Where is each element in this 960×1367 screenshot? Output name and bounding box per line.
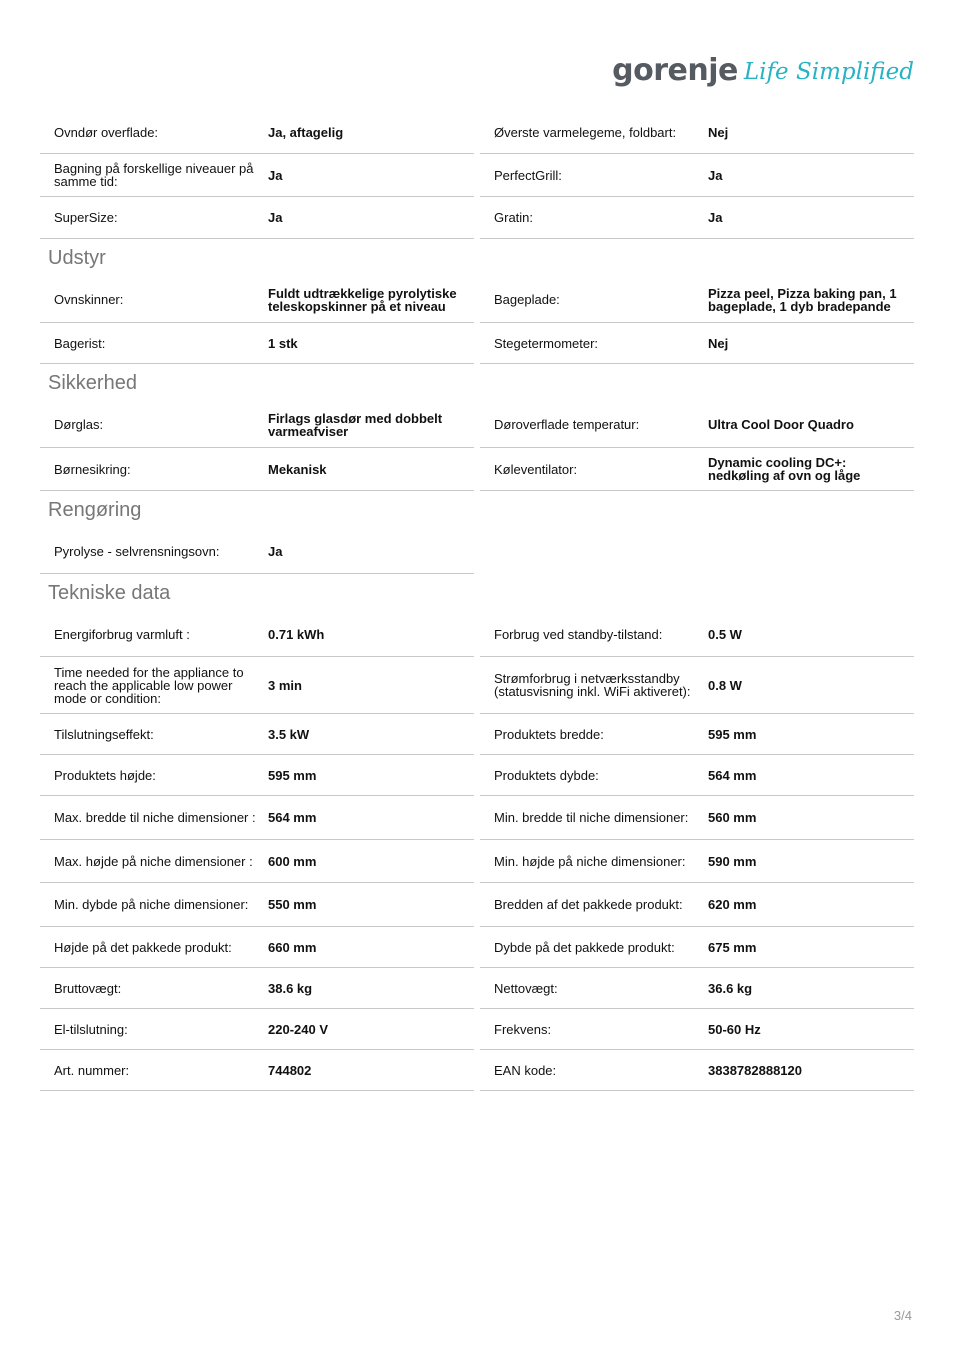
spec-row: [40, 883, 474, 927]
spec-label: Dybde på det pakkede produkt:: [494, 939, 675, 955]
spec-label: El-tilslutning:: [54, 1021, 128, 1037]
spec-row: [480, 657, 914, 714]
spec-row: [40, 657, 474, 714]
spec-label: Max. bredde til niche dimensioner :: [54, 810, 256, 825]
spec-value: 1 stk: [268, 335, 298, 351]
spec-value: 564 mm: [268, 810, 317, 825]
spec-row: [480, 612, 914, 657]
spec-row: [40, 197, 474, 239]
spec-section: [40, 574, 914, 1091]
spec-label: Bagerist:: [54, 335, 106, 351]
spec-row: [480, 154, 914, 197]
spec-label: Køleventilator:: [494, 461, 578, 477]
spec-rows: [40, 529, 914, 574]
spec-row: [40, 112, 474, 154]
spec-row: [480, 1009, 914, 1050]
spec-label: Gratin:: [494, 210, 534, 225]
spec-row: [40, 277, 474, 323]
spec-label: Bagning på forskellige niveauer på samme tid:: [54, 161, 254, 189]
spec-value: Ja: [708, 210, 723, 225]
page-number: 3/4: [893, 1308, 912, 1323]
spec-label: SuperSize:: [54, 210, 118, 225]
spec-row: [40, 755, 474, 796]
spec-label: EAN kode:: [494, 1062, 557, 1078]
spec-label: Energiforbrug varmluft :: [54, 626, 190, 642]
spec-label: Min. højde på niche dimensioner:: [494, 853, 686, 869]
spec-row: [40, 1050, 474, 1091]
spec-row: [40, 840, 474, 883]
spec-value: 3.5 kW: [268, 726, 310, 742]
spec-value: 675 mm: [708, 939, 757, 955]
spec-value: Nej: [708, 335, 729, 351]
spec-label: Bageplade:: [494, 292, 560, 307]
spec-row: [480, 796, 914, 840]
spec-label: Stegetermometer:: [494, 335, 599, 351]
section-title: Tekniske data: [48, 582, 171, 604]
spec-label: Døroverflade temperatur:: [494, 417, 640, 432]
spec-rows: [40, 402, 914, 491]
spec-row: [480, 883, 914, 927]
spec-row: [480, 323, 914, 364]
spec-label: Tilslutningseffekt:: [54, 726, 154, 742]
spec-label: Nettovægt:: [494, 980, 558, 996]
spec-row: [40, 323, 474, 364]
spec-value: Dynamic cooling DC+: nedkøling af ovn og låge: [708, 455, 861, 483]
spec-value: 0.5 W: [708, 626, 742, 642]
spec-row: [40, 796, 474, 840]
section-title: Rengøring: [48, 499, 142, 521]
spec-value: Nej: [708, 125, 729, 140]
spec-value: 550 mm: [268, 897, 317, 912]
spec-row: [40, 402, 474, 448]
spec-label: Forbrug ved standby-tilstand:: [494, 626, 663, 642]
spec-label: Time needed for the appliance to reach the applicable low power mode or condition:: [54, 664, 244, 706]
spec-row: [40, 714, 474, 755]
spec-row: [480, 968, 914, 1009]
spec-row: [40, 612, 474, 657]
spec-value: Firlags glasdør med dobbelt varmeafviser: [268, 410, 443, 439]
spec-label: Børnesikring:: [54, 461, 131, 477]
spec-value: 660 mm: [268, 939, 317, 955]
spec-value: Ja, aftagelig: [268, 125, 344, 140]
spec-label: Produktets dybde:: [494, 767, 599, 783]
spec-value: Ja: [268, 210, 283, 225]
spec-label: Min. bredde til niche dimensioner:: [494, 810, 689, 825]
spec-row: [480, 1050, 914, 1091]
logo-brand: gorenje: [612, 53, 738, 88]
spec-row: [40, 529, 474, 574]
brand-logo: [612, 44, 914, 86]
spec-row: [40, 154, 474, 197]
spec-value: Ja: [708, 167, 723, 183]
spec-section: [40, 491, 914, 574]
section-title: Udstyr: [48, 247, 106, 269]
spec-label: Dørglas:: [54, 417, 104, 432]
spec-value: 50-60 Hz: [708, 1021, 761, 1037]
spec-value: 38.6 kg: [268, 980, 313, 996]
spec-value: Ja: [268, 167, 283, 183]
spec-label: Højde på det pakkede produkt:: [54, 939, 232, 955]
spec-label: Ovndør overflade:: [54, 125, 159, 140]
spec-label: Pyrolyse - selvrensningsovn:: [54, 543, 220, 559]
spec-row: [40, 1009, 474, 1050]
spec-label: Produktets bredde:: [494, 726, 604, 742]
spec-value: 3838782888120: [708, 1062, 802, 1078]
spec-value: 36.6 kg: [708, 980, 753, 996]
spec-value: 590 mm: [708, 853, 757, 869]
spec-label: Bredden af det pakkede produkt:: [494, 897, 683, 912]
spec-row: [40, 448, 474, 491]
logo-tagline: Life Simplified: [743, 59, 914, 85]
spec-row: [480, 840, 914, 883]
spec-rows: [40, 612, 914, 1091]
spec-row: [480, 927, 914, 968]
section-title: Sikkerhed: [48, 372, 137, 394]
spec-value: 220-240 V: [268, 1021, 328, 1037]
spec-value: Pizza peel, Pizza baking pan, 1 bageplade, 1 dyb bradepande: [708, 285, 897, 314]
spec-value: 0.71 kWh: [268, 626, 325, 642]
spec-row: [480, 755, 914, 796]
spec-row: [480, 448, 914, 491]
spec-section: [40, 239, 914, 364]
spec-row: [480, 402, 914, 448]
spec-content: [40, 112, 914, 1091]
spec-value: 564 mm: [708, 767, 757, 783]
spec-value: Ultra Cool Door Quadro: [708, 417, 854, 432]
spec-value: Ja: [268, 543, 283, 559]
spec-label: Max. højde på niche dimensioner :: [54, 853, 253, 869]
spec-value: Fuldt udtrækkelige pyrolytiske teleskopskinner på et niveau: [268, 285, 457, 314]
spec-section: [40, 364, 914, 491]
spec-label: Art. nummer:: [54, 1062, 130, 1078]
spec-value: 0.8 W: [708, 677, 742, 693]
spec-value: 595 mm: [708, 726, 757, 742]
spec-value: Mekanisk: [268, 461, 327, 477]
spec-row: [480, 277, 914, 323]
spec-label: Øverste varmelegeme, foldbart:: [494, 125, 677, 140]
spec-value: 595 mm: [268, 767, 317, 783]
empty-cell: [480, 529, 914, 574]
spec-rows: [40, 277, 914, 364]
spec-row: [480, 714, 914, 755]
spec-label: Min. dybde på niche dimensioner:: [54, 897, 249, 912]
spec-label: Frekvens:: [494, 1021, 552, 1037]
spec-label: Ovnskinner:: [54, 292, 124, 307]
spec-row: [40, 927, 474, 968]
spec-label: Bruttovægt:: [54, 980, 122, 996]
spec-rows: [40, 112, 914, 239]
spec-label: PerfectGrill:: [494, 167, 562, 183]
spec-row: [480, 197, 914, 239]
spec-value: 560 mm: [708, 810, 757, 825]
spec-value: 3 min: [268, 677, 302, 693]
spec-label: Strømforbrug i netværksstandby (statusvisning inkl. WiFi aktiveret):: [494, 671, 691, 699]
spec-value: 620 mm: [708, 897, 757, 912]
spec-value: 600 mm: [268, 853, 317, 869]
spec-label: Produktets højde:: [54, 767, 156, 783]
spec-value: 744802: [268, 1062, 312, 1078]
spec-row: [40, 968, 474, 1009]
spec-row: [480, 112, 914, 154]
spec-section: [40, 112, 914, 239]
